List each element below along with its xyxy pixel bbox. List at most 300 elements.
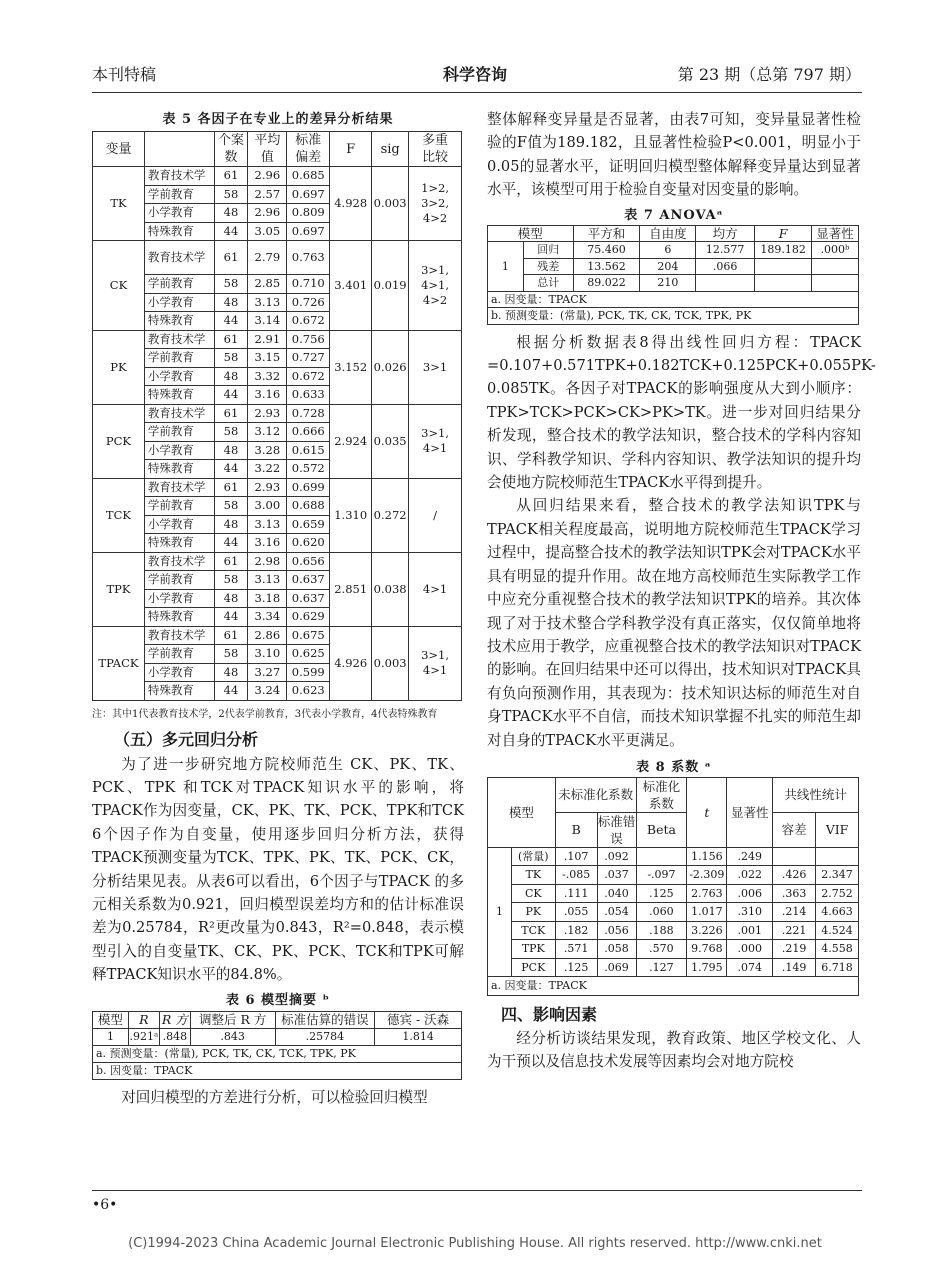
- t8-value: .056: [597, 921, 636, 940]
- table-row: [488, 884, 859, 903]
- t5-major: 特殊教育: [144, 682, 214, 701]
- t8-value: .125: [555, 958, 597, 977]
- t5-major: 特殊教育: [144, 608, 214, 627]
- t5-major: 学前教育: [144, 275, 214, 294]
- t5-value: 0.756: [287, 330, 330, 349]
- t5-value: 0.675: [287, 626, 330, 645]
- t5-value: 3.10: [248, 645, 287, 664]
- t8-value: .363: [773, 884, 816, 903]
- t5-major: 小学教育: [144, 293, 214, 312]
- t5-f-CK: 3.401: [330, 241, 372, 331]
- t5-value: 0.637: [287, 571, 330, 590]
- t7-value: .000ᵇ: [812, 242, 859, 259]
- t7-value: 6: [640, 242, 696, 259]
- table-row: [488, 866, 859, 885]
- t5-value: 2.57: [248, 185, 287, 204]
- t5-sig-PK: 0.026: [372, 330, 409, 404]
- t8-h-t: t: [687, 777, 727, 847]
- t5-major: 教育技术学: [144, 478, 214, 497]
- t6-value-4: .25784: [275, 1028, 375, 1045]
- t8-value: .054: [597, 903, 636, 922]
- t8-value: .214: [773, 903, 816, 922]
- table6-note-a: a. 预测变量：(常量), PCK, TK, CK, TCK, TPK, PK: [93, 1045, 462, 1062]
- t5-major: 特殊教育: [144, 460, 214, 479]
- t5-f-TK: 4.928: [330, 167, 372, 241]
- t5-f-TPACK: 4.926: [330, 626, 372, 700]
- t8-value: 1.017: [687, 903, 727, 922]
- table8-note: a. 因变量：TPACK: [488, 977, 859, 996]
- t8-value: .125: [636, 884, 687, 903]
- t7-value: 总计: [523, 275, 573, 292]
- t6-value-5: 1.814: [375, 1028, 462, 1045]
- table5-caption: 表 5 各因子在专业上的差异分析结果: [162, 112, 394, 127]
- t8-h-vif: VIF: [816, 812, 859, 847]
- t8-value: 4.524: [816, 921, 859, 940]
- t5-var-PK: PK: [93, 330, 145, 404]
- t5-header-1: [144, 132, 214, 167]
- t7-value: 75.460: [573, 242, 640, 259]
- t5-value: 2.93: [248, 478, 287, 497]
- t8-value: .055: [555, 903, 597, 922]
- t5-f-TPK: 2.851: [330, 552, 372, 626]
- t8-value: .149: [773, 958, 816, 977]
- t8-h-beta: Beta: [636, 812, 687, 847]
- t8-value: .426: [773, 866, 816, 885]
- t8-value: .249: [727, 847, 773, 866]
- t5-header-6: sig: [372, 132, 409, 167]
- t8-value: .000: [727, 940, 773, 959]
- t6-value-3: .843: [190, 1028, 275, 1045]
- t5-value: 0.637: [287, 589, 330, 608]
- t7-header-model: 模型: [488, 225, 574, 242]
- t5-value: 0.728: [287, 404, 330, 423]
- table-row: [93, 626, 462, 645]
- t8-h-sig: 显著性: [727, 777, 773, 847]
- table-row: [93, 167, 462, 186]
- t5-value: 61: [214, 626, 248, 645]
- t8-value: 6.718: [816, 958, 859, 977]
- t5-value: 3.27: [248, 663, 287, 682]
- t8-value: 1.156: [687, 847, 727, 866]
- t5-major: 小学教育: [144, 515, 214, 534]
- t5-value: 0.623: [287, 682, 330, 701]
- t8-value: [816, 847, 859, 866]
- t8-value: .006: [727, 884, 773, 903]
- t7-header-3: 自由度: [640, 225, 696, 242]
- t5-major: 小学教育: [144, 441, 214, 460]
- t8-value: .037: [597, 866, 636, 885]
- t5-value: 48: [214, 204, 248, 223]
- table5-note: 注：其中1代表教育技术学，2代表学前教育，3代表小学教育，4代表特殊教育: [92, 708, 438, 720]
- table-row: [488, 940, 859, 959]
- table7: [487, 225, 859, 325]
- t5-major: 教育技术学: [144, 241, 214, 275]
- t6-header-0: 模型: [93, 1011, 129, 1028]
- journal-title: 科学咨询: [442, 65, 507, 84]
- t8-h-b: B: [555, 812, 597, 847]
- table7-note-b: b. 预测变量：(常量), PCK, TK, CK, TCK, TPK, PK: [488, 308, 859, 325]
- t5-value: 0.672: [287, 367, 330, 386]
- footer-rule: [92, 1190, 862, 1191]
- t7-value: [812, 275, 859, 292]
- t7-header-6: 显著性: [812, 225, 859, 242]
- t5-major: 特殊教育: [144, 386, 214, 405]
- t7-value: 89.022: [573, 275, 640, 292]
- t6-value-0: 1: [93, 1028, 129, 1045]
- t7-value: 13.562: [573, 258, 640, 275]
- t5-major: 教育技术学: [144, 404, 214, 423]
- t8-value: -.085: [555, 866, 597, 885]
- t5-value: 3.18: [248, 589, 287, 608]
- t5-value: 61: [214, 241, 248, 275]
- t7-value: 12.577: [696, 242, 755, 259]
- t8-value: .040: [597, 884, 636, 903]
- t5-sig-PCK: 0.035: [372, 404, 409, 478]
- t5-value: 58: [214, 185, 248, 204]
- t8-value: 4.558: [816, 940, 859, 959]
- t5-major: 教育技术学: [144, 330, 214, 349]
- t5-major: 小学教育: [144, 204, 214, 223]
- t5-value: 2.79: [248, 241, 287, 275]
- table-row: [488, 847, 859, 866]
- t5-f-PK: 3.152: [330, 330, 372, 404]
- t8-var: TK: [511, 866, 555, 885]
- t5-comparison-TK: 1>2, 3>2, 4>2: [409, 167, 462, 241]
- t5-value: 48: [214, 663, 248, 682]
- t8-value: .188: [636, 921, 687, 940]
- t5-major: 教育技术学: [144, 167, 214, 186]
- t5-value: 61: [214, 478, 248, 497]
- t7-value: [696, 275, 755, 292]
- t5-value: 61: [214, 404, 248, 423]
- t7-value: [755, 258, 812, 275]
- section4-paragraph: 经分析访谈结果发现，教育政策、地区学校文化、人为干预以及信息技术发展等因素均会对地方院校: [487, 1029, 861, 1071]
- t5-major: 特殊教育: [144, 312, 214, 331]
- t5-header-4: 标准 偏差: [287, 132, 330, 167]
- issue-number: 第 23 期（总第 797 期）: [677, 65, 861, 84]
- t5-value: 48: [214, 367, 248, 386]
- t5-value: 44: [214, 608, 248, 627]
- t5-comparison-PK: 3>1: [409, 330, 462, 404]
- t5-value: 2.96: [248, 204, 287, 223]
- table-row: [488, 275, 859, 292]
- table7-note-a: a. 因变量：TPACK: [488, 291, 859, 308]
- t5-major: 学前教育: [144, 349, 214, 368]
- t5-major: 小学教育: [144, 367, 214, 386]
- t8-value: [773, 847, 816, 866]
- t8-value: 2.763: [687, 884, 727, 903]
- t5-value: 0.599: [287, 663, 330, 682]
- t5-value: 0.809: [287, 204, 330, 223]
- t5-header-7: 多重 比较: [409, 132, 462, 167]
- table-row: [93, 478, 462, 497]
- copyright-footer: (C)1994-2023 China Academic Journal Electronic Publishing House. All rights reserved. http://www.cnki.net: [128, 1236, 822, 1251]
- t8-value: .221: [773, 921, 816, 940]
- t5-major: 教育技术学: [144, 552, 214, 571]
- right-column: [487, 108, 876, 1074]
- t8-value: 3.226: [687, 921, 727, 940]
- t5-value: 58: [214, 571, 248, 590]
- t8-value: .058: [597, 940, 636, 959]
- t5-value: 0.659: [287, 515, 330, 534]
- left-final-paragraph: 对回归模型的方差进行分析，可以检验回归模型: [121, 1088, 428, 1106]
- regression-paragraph: 根据分析数据表8得出线性回归方程：TPACK =0.107+0.571TPK+0.182TCK+0.125PCK+0.055PK-0.085TK。各因子对TPACK的影响强度从大到小顺序：TPK>TCK>PCK>CK>PK>TK。进一步对回归结果分析发现，整合技术的教学法知识，整合技术的学科内容知识、学科教学知识、学科内容知识、教学法知识的提升均会使地方院校师范生TPACK水平得到提升。: [487, 333, 876, 492]
- t5-major: 学前教育: [144, 185, 214, 204]
- t5-value: 0.656: [287, 552, 330, 571]
- table6: [92, 1011, 462, 1080]
- t5-value: 0.688: [287, 497, 330, 516]
- t5-value: 0.697: [287, 185, 330, 204]
- t8-model: 1: [488, 847, 512, 977]
- t6-header-3: 调整后 R 方: [190, 1011, 275, 1028]
- t8-value: .127: [636, 958, 687, 977]
- section5-paragraph: 为了进一步研究地方院校师范生 CK、PK、TK、PCK、TPK 和TCK对TPACK知识水平的影响，将TPACK作为因变量，CK、PK、TK、PCK、TPK和TCK 6个因子作为自变量，使用逐步回归分析方法，获得TPACK预测变量为TCK、TPK、PK、TK、PCK、CK，分析结果见表。从表6可以看出，6个因子与TPACK 的多元相关系数为0.921，回归模型误差均方和的估计标准误差为0.25784，R²更改量为0.843，R²=0.848，表示模型引入的自变量TK、CK、PK、PCK、TCK和TPK可解释TPACK知识水平的84.8%。: [92, 755, 464, 984]
- t5-value: 2.98: [248, 552, 287, 571]
- table-row: [93, 552, 462, 571]
- t8-value: 1.795: [687, 958, 727, 977]
- t8-var: (常量): [511, 847, 555, 866]
- t5-major: 特殊教育: [144, 222, 214, 241]
- section4-heading: 四、影响因素: [501, 1004, 598, 1024]
- t5-value: 0.572: [287, 460, 330, 479]
- t5-var-PCK: PCK: [93, 404, 145, 478]
- t8-value: 4.663: [816, 903, 859, 922]
- t5-value: 3.32: [248, 367, 287, 386]
- t7-model: 1: [488, 242, 524, 292]
- t7-value: 回归: [523, 242, 573, 259]
- t5-value: 48: [214, 515, 248, 534]
- t5-major: 学前教育: [144, 423, 214, 442]
- t5-value: 0.615: [287, 441, 330, 460]
- t7-value: [755, 275, 812, 292]
- t5-f-PCK: 2.924: [330, 404, 372, 478]
- t5-value: 58: [214, 497, 248, 516]
- t5-value: 61: [214, 167, 248, 186]
- t5-major: 学前教育: [144, 497, 214, 516]
- t8-h-model: 模型: [488, 777, 556, 847]
- t5-f-TCK: 1.310: [330, 478, 372, 552]
- table7-caption: 表 7 ANOVAᵃ: [624, 207, 724, 223]
- t5-value: 0.666: [287, 423, 330, 442]
- t5-value: 3.15: [248, 349, 287, 368]
- t5-value: 0.710: [287, 275, 330, 294]
- tpk-paragraph: 从回归结果来看，整合技术的教学法知识TPK与TPACK相关程度最高，说明地方院校师范生TPACK学习过程中，提高整合技术的教学法知识TPK会对TPACK水平具有明显的提升作用。故在地方高校师范生实际教学工作中应充分重视整合技术的教学法知识TPK的培养。其次体现了对于技术整合学科教学没有真正落实，仅仅简单地将技术应用于教学，应重视整合技术的教学法知识对TPACK的影响。在回归结果中还可以得出，技术知识对TPACK具有负向预测作用，其表现为：技术知识达标的师范生对自身TPACK水平不自信，而技术知识掌握不扎实的师范生却对自身的TPACK水平更满足。: [487, 497, 861, 749]
- t5-value: 3.05: [248, 222, 287, 241]
- t8-var: PK: [511, 903, 555, 922]
- table-row: [488, 258, 859, 275]
- t5-var-TCK: TCK: [93, 478, 145, 552]
- t5-sig-TK: 0.003: [372, 167, 409, 241]
- t5-value: 0.726: [287, 293, 330, 312]
- t7-value: .066: [696, 258, 755, 275]
- t5-value: 48: [214, 293, 248, 312]
- t5-value: 3.14: [248, 312, 287, 331]
- t5-value: 0.685: [287, 167, 330, 186]
- t5-value: 3.34: [248, 608, 287, 627]
- t5-value: 48: [214, 441, 248, 460]
- t5-value: 44: [214, 682, 248, 701]
- t5-value: 3.12: [248, 423, 287, 442]
- t5-value: 2.91: [248, 330, 287, 349]
- t8-var: TCK: [511, 921, 555, 940]
- t5-value: 0.763: [287, 241, 330, 275]
- t5-major: 特殊教育: [144, 534, 214, 553]
- t8-value: .074: [727, 958, 773, 977]
- t5-var-TK: TK: [93, 167, 145, 241]
- t5-value: 2.86: [248, 626, 287, 645]
- t5-value: 0.629: [287, 608, 330, 627]
- t8-value: .571: [555, 940, 597, 959]
- table5: [92, 131, 462, 701]
- left-column: [92, 108, 464, 1109]
- t7-value: 204: [640, 258, 696, 275]
- t5-comparison-TPACK: 3>1, 4>1: [409, 626, 462, 700]
- t5-value: 3.16: [248, 534, 287, 553]
- t8-value: 9.768: [687, 940, 727, 959]
- t8-value: .069: [597, 958, 636, 977]
- t8-value: .001: [727, 921, 773, 940]
- t5-comparison-TPK: 4>1: [409, 552, 462, 626]
- table6-note-b: b. 因变量：TPACK: [93, 1062, 462, 1079]
- t5-var-CK: CK: [93, 241, 145, 331]
- t7-value: [812, 258, 859, 275]
- table-row: [93, 330, 462, 349]
- table8-caption: 表 8 系数 ᵃ: [636, 759, 712, 775]
- t5-comparison-CK: 3>1, 4>1, 4>2: [409, 241, 462, 331]
- t5-value: 0.697: [287, 222, 330, 241]
- t7-header-2: 平方和: [573, 225, 640, 242]
- t5-value: 2.96: [248, 167, 287, 186]
- t7-header-5: F: [755, 225, 812, 242]
- t8-value: .111: [555, 884, 597, 903]
- t8-value: -2.309: [687, 866, 727, 885]
- t6-value-1: .921ᵃ: [128, 1028, 159, 1045]
- t8-var: CK: [511, 884, 555, 903]
- t8-value: 2.347: [816, 866, 859, 885]
- t5-value: 3.24: [248, 682, 287, 701]
- t5-header-3: 平均 值: [248, 132, 287, 167]
- t7-value: 210: [640, 275, 696, 292]
- t8-value: .092: [597, 847, 636, 866]
- t8-var: PCK: [511, 958, 555, 977]
- t8-value: .107: [555, 847, 597, 866]
- t5-major: 学前教育: [144, 571, 214, 590]
- t5-sig-CK: 0.019: [372, 241, 409, 331]
- t5-value: 58: [214, 275, 248, 294]
- t6-header-5: 德宾 - 沃森: [375, 1011, 462, 1028]
- t5-value: 61: [214, 552, 248, 571]
- t8-h-std: 标准化系数: [636, 777, 687, 812]
- t5-value: 0.672: [287, 312, 330, 331]
- t5-value: 44: [214, 386, 248, 405]
- t5-value: 44: [214, 534, 248, 553]
- t5-comparison-TCK: /: [409, 478, 462, 552]
- t8-h-col: 共线性统计: [773, 777, 859, 812]
- table-row: [488, 958, 859, 977]
- t5-value: 58: [214, 423, 248, 442]
- t5-header-2: 个案 数: [214, 132, 248, 167]
- t5-var-TPACK: TPACK: [93, 626, 145, 700]
- t8-h-unstd: 未标准化系数: [555, 777, 636, 812]
- table-row: [488, 903, 859, 922]
- t5-value: 3.13: [248, 515, 287, 534]
- t5-value: 0.620: [287, 534, 330, 553]
- page-number: •6•: [92, 1197, 118, 1213]
- t5-value: 61: [214, 330, 248, 349]
- t5-major: 教育技术学: [144, 626, 214, 645]
- t5-value: 58: [214, 645, 248, 664]
- t5-comparison-PCK: 3>1, 4>1: [409, 404, 462, 478]
- t8-h-tol: 容差: [773, 812, 816, 847]
- t6-header-1: R: [128, 1011, 159, 1028]
- t5-value: 44: [214, 460, 248, 479]
- t8-var: TPK: [511, 940, 555, 959]
- t5-sig-TCK: 0.272: [372, 478, 409, 552]
- t5-header-5: F: [330, 132, 372, 167]
- t5-sig-TPK: 0.038: [372, 552, 409, 626]
- table-row: [488, 242, 859, 259]
- t8-value: [636, 847, 687, 866]
- t8-value: .182: [555, 921, 597, 940]
- t8-value: .060: [636, 903, 687, 922]
- t6-value-2: .848: [159, 1028, 190, 1045]
- t6-header-2: R 方: [159, 1011, 190, 1028]
- t5-value: 3.13: [248, 293, 287, 312]
- t5-value: 0.633: [287, 386, 330, 405]
- t5-value: 58: [214, 349, 248, 368]
- t7-value: 残差: [523, 258, 573, 275]
- table-row: [93, 404, 462, 423]
- t5-sig-TPACK: 0.003: [372, 626, 409, 700]
- t5-value: 0.699: [287, 478, 330, 497]
- t5-value: 3.22: [248, 460, 287, 479]
- t5-value: 2.85: [248, 275, 287, 294]
- t8-h-se: 标准错误: [597, 813, 636, 846]
- t5-major: 小学教育: [144, 589, 214, 608]
- right-top-paragraph: 整体解释变异量是否显著，由表7可知，变异量显著性检验的F值为189.182，且显著性检验P<0.001，明显小于0.05的显著水平，证明回归模型整体解释变异量达到显著水平，该模型可用于检验自变量对因变量的影响。: [487, 111, 861, 199]
- t7-header-4: 均方: [696, 225, 755, 242]
- t5-value: 44: [214, 312, 248, 331]
- table-row: [93, 241, 462, 275]
- t8-value: .219: [773, 940, 816, 959]
- t5-value: 44: [214, 222, 248, 241]
- t5-major: 学前教育: [144, 645, 214, 664]
- t7-value: 189.182: [755, 242, 812, 259]
- t6-header-4: 标准估算的错误: [275, 1011, 375, 1028]
- t5-value: 0.625: [287, 645, 330, 664]
- t8-value: 2.752: [816, 884, 859, 903]
- t5-header-0: 变量: [93, 132, 145, 167]
- t5-value: 48: [214, 589, 248, 608]
- header-rule: [92, 92, 862, 93]
- t8-value: .022: [727, 866, 773, 885]
- table-row: [488, 921, 859, 940]
- t5-value: 0.727: [287, 349, 330, 368]
- t5-value: 2.93: [248, 404, 287, 423]
- t5-value: 3.16: [248, 386, 287, 405]
- t5-value: 3.00: [248, 497, 287, 516]
- t8-value: .570: [636, 940, 687, 959]
- t5-value: 3.28: [248, 441, 287, 460]
- t8-value: .310: [727, 903, 773, 922]
- section5-heading: （五）多元回归分析: [114, 729, 259, 749]
- t5-var-TPK: TPK: [93, 552, 145, 626]
- table8: [487, 777, 859, 996]
- header-left: 本刊特稿: [92, 65, 157, 84]
- t5-value: 3.13: [248, 571, 287, 590]
- t8-value: -.097: [636, 866, 687, 885]
- t5-major: 小学教育: [144, 663, 214, 682]
